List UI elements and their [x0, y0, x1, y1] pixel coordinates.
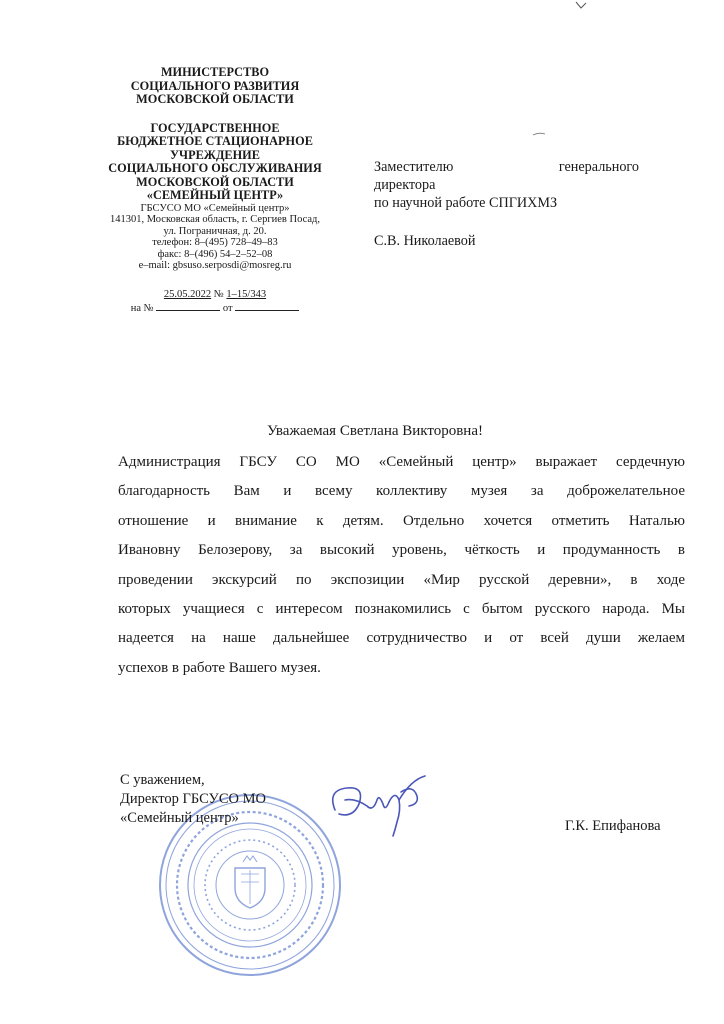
fax: факс: 8–(496) 54–2–52–08: [157, 248, 273, 260]
scan-mark-icon: [574, 0, 588, 10]
institution-short-name: ГБСУСО МО «Семейный центр»: [140, 202, 290, 214]
pen-dash-icon: [532, 131, 546, 137]
outgoing-number: 1–15/343: [226, 289, 267, 301]
phone: телефон: 8–(495) 728–49–83: [152, 237, 278, 249]
addressee-block: [374, 158, 639, 250]
body-line: которых учащиеся с интересом познакомились с бытом русского народа. Мы: [118, 601, 685, 618]
body-line: благодарность Вам и всему коллективу музея за доброжелательное: [118, 483, 685, 500]
body-line: надеется на наше дальнейшее сотрудничество и от всей души желаем: [118, 630, 685, 647]
institution-name: ГОСУДАРСТВЕННОЕ БЮДЖЕТНОЕ СТАЦИОНАРНОЕ УЧРЕЖДЕНИЕ СОЦИАЛЬНОГО ОБСЛУЖИВАНИЯ МОСКОВСКОЙ ОБЛАСТИ «СЕМЕЙНЫЙ ЦЕНТР»: [108, 120, 322, 202]
addressee-line-2: директора: [374, 177, 436, 193]
salutation: Уважаемая Светлана Викторовна!: [266, 423, 483, 439]
body-line: проведении экскурсий по экспозиции «Мир русской деревни», в ходе: [118, 571, 685, 588]
ministry-name: МИНИСТЕРСТВО СОЦИАЛЬНОГО РАЗВИТИЯ МОСКОВСКОЙ ОБЛАСТИ: [130, 65, 300, 106]
addressee-line-1: [374, 158, 639, 176]
closing-block: С уважением, Директор ГБСУСО МО «Семейный центр»: [120, 772, 266, 826]
outgoing-date: 25.05.2022: [163, 289, 212, 301]
incoming-date-blank: [235, 301, 299, 311]
address-line-2: ул. Пограничная, д. 20.: [163, 225, 267, 237]
addressee-line-3: по научной работе СПГИХМЗ: [374, 195, 558, 211]
addressee-word-2: генерального: [558, 159, 639, 175]
outgoing-reference: [70, 288, 360, 301]
incoming-reference: [70, 301, 360, 315]
number-sign: №: [213, 289, 224, 301]
incoming-number-blank: [156, 301, 220, 311]
addressee-name: С.В. Николаевой: [374, 233, 476, 249]
addressee-word-1: Заместителю: [374, 159, 454, 175]
email: e–mail: gbsuso.serposdi@mosreg.ru: [138, 260, 292, 272]
letter-body: [118, 448, 685, 683]
incoming-from: от: [222, 303, 233, 315]
handwritten-signature-icon: [325, 770, 435, 840]
letterhead: [70, 66, 360, 315]
signer-name: Г.К. Епифанова: [565, 818, 661, 834]
address-line-1: 141301, Московская область, г. Сергиев Посад,: [109, 214, 321, 226]
incoming-prefix: на №: [130, 303, 154, 315]
body-line: Ивановну Белозерову, за высокий уровень, чёткость и продуманность в: [118, 542, 685, 559]
body-line: отношение и внимание к детям. Отдельно хочется отметить Наталью: [118, 512, 685, 529]
body-line: успехов в работе Вашего музея.: [118, 659, 321, 676]
body-line: Администрация ГБСУ СО МО «Семейный центр» выражает сердечную: [118, 454, 685, 470]
